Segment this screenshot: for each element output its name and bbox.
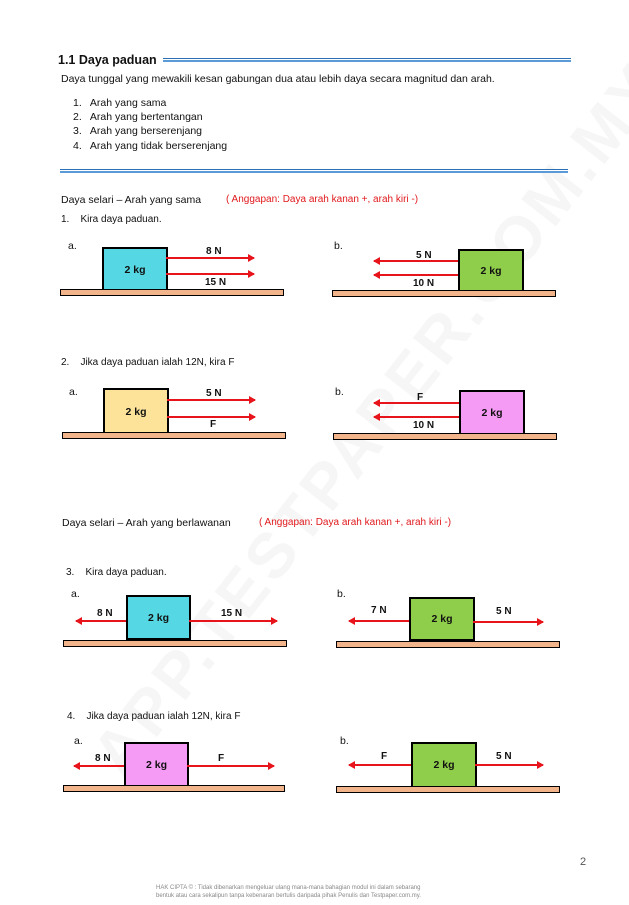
force-label: 8 N [95, 753, 111, 764]
part2-assumption: ( Anggapan: Daya arah kanan +, arah kiri -) [259, 517, 452, 528]
q4b-label: b. [340, 735, 349, 747]
mass-block: 2 kg [126, 595, 191, 640]
list-item: 4. Arah yang tidak berserenjang [73, 140, 228, 152]
part1-heading: Daya selari – Arah yang sama [61, 194, 202, 206]
q4-prompt: 4. Jika daya paduan ialah 12N, kira F [67, 711, 241, 722]
ground-surface [62, 432, 286, 439]
ground-surface [63, 640, 287, 647]
force-arrow-right [187, 765, 274, 767]
force-label: F [210, 419, 217, 430]
force-arrow-right [189, 620, 277, 622]
mass-block: 2 kg [409, 597, 475, 641]
title-rule [163, 58, 571, 62]
ground-surface [63, 785, 285, 792]
section-title: 1.1 Daya paduan [58, 53, 157, 67]
ground-surface [333, 433, 557, 440]
force-arrow-right [473, 621, 543, 623]
force-label: 5 N [206, 388, 222, 399]
force-label: 15 N [221, 608, 243, 619]
q3-prompt: 3. Kira daya paduan. [66, 567, 167, 578]
q3a-label: a. [71, 588, 80, 600]
page-number: 2 [580, 856, 587, 868]
mass-block: 2 kg [411, 742, 477, 788]
definition-text: Daya tunggal yang mewakili kesan gabungan dua atau lebih daya secara magnitud dan arah. [61, 73, 495, 85]
force-arrow-left [374, 274, 458, 276]
list-item: 2. Arah yang bertentangan [73, 111, 203, 123]
q2a-label: a. [69, 386, 78, 398]
force-label: 8 N [97, 608, 113, 619]
q2b-label: b. [335, 386, 344, 398]
force-label: 10 N [413, 420, 435, 431]
force-arrow-left [74, 765, 124, 767]
force-label: 7 N [371, 605, 387, 616]
force-label: F [218, 753, 225, 764]
copyright-footer [156, 884, 421, 900]
divider-rule [60, 169, 568, 173]
q3b-label: b. [337, 588, 346, 600]
part1-assumption: ( Anggapan: Daya arah kanan +, arah kiri -) [226, 194, 419, 205]
ground-surface [336, 641, 560, 648]
force-arrow-left [349, 764, 411, 766]
force-arrow-right [167, 399, 255, 401]
force-label: 15 N [205, 277, 227, 288]
force-label: 5 N [416, 250, 432, 261]
ground-surface [336, 786, 560, 793]
force-arrow-right [475, 764, 543, 766]
footer-line: bentuk atau cara sekalipun tanpa kebenaran bertulis daripada pihak Penulis dan Testpaper.com.my. [156, 893, 421, 899]
force-label: 8 N [206, 246, 222, 257]
force-label: 5 N [496, 606, 512, 617]
force-label: 5 N [496, 751, 512, 762]
mass-block: 2 kg [458, 249, 524, 293]
force-label: F [417, 392, 424, 403]
mass-block: 2 kg [103, 388, 169, 435]
ground-surface [60, 289, 284, 296]
q2-prompt: 2. Jika daya paduan ialah 12N, kira F [61, 357, 235, 368]
force-arrow-right [166, 257, 254, 259]
part2-heading: Daya selari – Arah yang berlawanan [62, 517, 231, 529]
force-arrow-right [166, 273, 254, 275]
mass-block: 2 kg [459, 390, 525, 436]
q1-prompt: 1. Kira daya paduan. [61, 214, 162, 225]
mass-block: 2 kg [102, 247, 168, 293]
list-item: 3. Arah yang berserenjang [73, 125, 203, 137]
force-arrow-right [167, 416, 255, 418]
force-arrow-left [76, 620, 126, 622]
q4a-label: a. [74, 735, 83, 747]
force-label: 10 N [413, 278, 435, 289]
mass-block: 2 kg [124, 742, 189, 788]
force-arrow-left [349, 620, 409, 622]
force-arrow-left [374, 416, 459, 418]
q1a-label: a. [68, 240, 77, 252]
list-item: 1. Arah yang sama [73, 97, 167, 109]
q1b-label: b. [334, 240, 343, 252]
force-label: F [381, 751, 388, 762]
footer-line: HAK CIPTA © : Tidak dibenarkan mengeluar ulang mana-mana bahagian modul ini dalam sebarang [156, 885, 421, 891]
ground-surface [332, 290, 556, 297]
